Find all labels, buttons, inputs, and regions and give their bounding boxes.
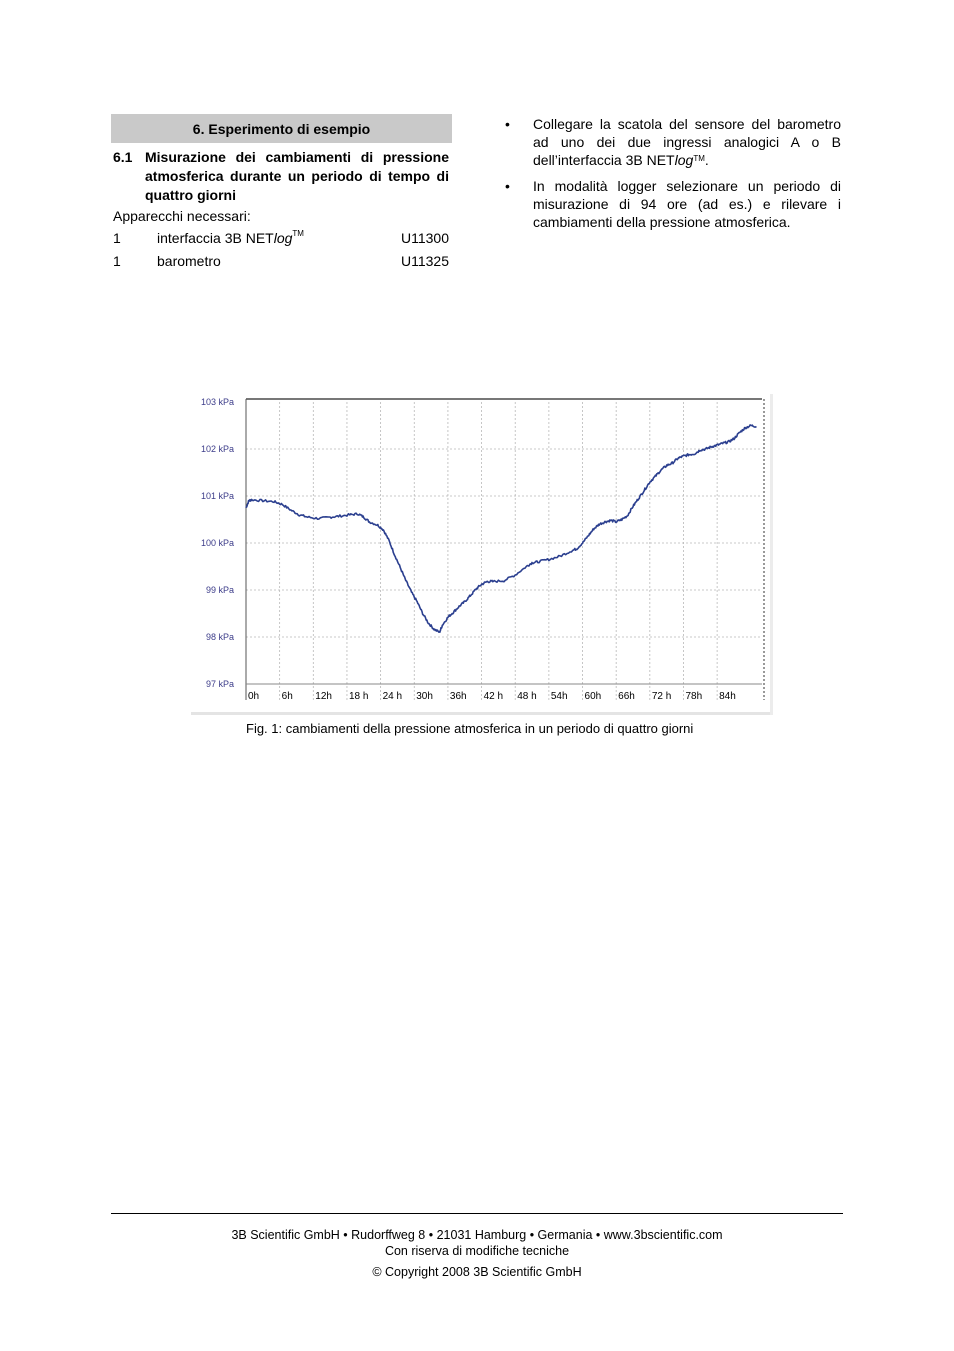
x-tick-label: 36h <box>449 691 467 702</box>
x-tick-label: 66h <box>618 691 635 702</box>
section-heading <box>111 114 452 143</box>
bullet-icon: • <box>505 178 510 194</box>
x-tick-label: 0h <box>248 691 260 702</box>
x-tick-label: 72 h <box>651 691 672 702</box>
section-title: 6. Esperimento di esempio <box>192 120 371 137</box>
y-tick-label: 101 kPa <box>200 491 234 501</box>
x-tick-label: 78h <box>685 691 703 702</box>
equipment-qty: 1 <box>113 230 121 246</box>
x-tick-label: 30h <box>416 691 433 702</box>
y-tick-label: 98 kPa <box>205 632 234 642</box>
instruction-text: In modalità logger selezionare un periodo di misurazione di 94 ore (ad es.) e rilevare i cambiamenti della pressione atmosferica. <box>533 178 841 230</box>
pressure-chart <box>191 394 773 718</box>
y-tick-label: 99 kPa <box>205 585 234 595</box>
x-tick-label: 48 h <box>517 691 537 702</box>
figure-caption: Fig. 1: cambiamenti della pressione atmosferica in un periodo di quattro giorni <box>246 721 694 736</box>
subsection-title: Misurazione dei cambiamenti di pressione atmosferica durante un periodo di tempo di quattro giorni <box>145 149 449 203</box>
equipment-name: barometro <box>157 253 221 269</box>
equipment-code: U11300 <box>400 230 449 246</box>
x-tick-label: 84h <box>719 691 736 702</box>
x-tick-label: 18 h <box>348 691 369 702</box>
footer-notice: Con riserva di modifiche tecniche <box>384 1244 570 1258</box>
equipment-heading: Apparecchi necessari: <box>113 208 251 224</box>
equipment-name: interfaccia 3B NETlog™ <box>157 229 304 246</box>
x-tick-label: 24 h <box>382 691 403 702</box>
footer-divider <box>111 1213 843 1214</box>
footer-address: 3B Scientific GmbH • Rudorffweg 8 • 21031 Hamburg • Germania • www.3bscientific.com <box>231 1228 723 1242</box>
equipment-row <box>113 253 449 272</box>
instruction-item <box>505 177 841 231</box>
x-tick-label: 54h <box>550 691 568 702</box>
instruction-text: Collegare la scatola del sensore del barometro ad uno dei due ingressi analogici A o B dell’interfaccia 3B NETlog™. <box>533 116 841 168</box>
equipment-qty: 1 <box>113 253 121 269</box>
pressure-chart-svg <box>191 394 773 718</box>
x-tick-label: 60h <box>584 691 602 702</box>
chart-right-bevel <box>770 394 773 715</box>
x-tick-label: 42 h <box>483 691 504 702</box>
subsection-number: 6.1 <box>113 149 133 165</box>
instruction-item <box>505 115 841 169</box>
y-tick-label: 100 kPa <box>200 538 234 548</box>
bullet-icon: • <box>505 116 510 132</box>
chart-background <box>191 394 773 718</box>
equipment-row <box>113 230 449 249</box>
y-tick-label: 102 kPa <box>200 444 234 454</box>
footer-copyright: © Copyright 2008 3B Scientific GmbH <box>372 1265 582 1279</box>
equipment-code: U11325 <box>400 253 449 269</box>
subsection-heading <box>113 148 449 205</box>
y-tick-label: 97 kPa <box>205 679 234 689</box>
x-tick-label: 12h <box>315 691 332 702</box>
chart-bottom-bevel <box>191 712 773 715</box>
y-tick-label: 103 kPa <box>200 397 234 407</box>
x-tick-label: 6h <box>281 691 293 702</box>
